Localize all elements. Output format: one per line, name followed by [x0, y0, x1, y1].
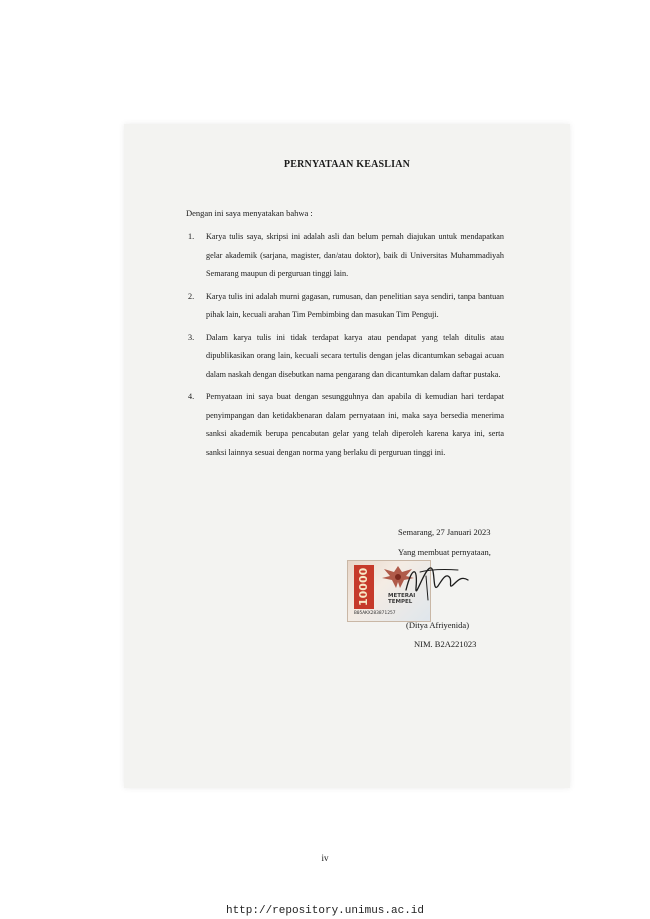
statement-item	[184, 388, 504, 462]
statement-list	[184, 228, 504, 466]
stamp-value: 10000	[354, 565, 374, 609]
statement-number: 2.	[188, 291, 195, 301]
made-by-label: Yang membuat pernyataan,	[398, 547, 491, 557]
stamp-serial: B05AKX283871257	[354, 611, 396, 616]
signature	[402, 560, 474, 604]
signer-nim: NIM. B2A221023	[414, 639, 477, 649]
statement-number: 4.	[188, 392, 195, 401]
statement-item	[184, 329, 504, 385]
stamp-label: METERAI	[388, 593, 416, 599]
page-number: iv	[321, 853, 329, 863]
statement-number: 3.	[188, 332, 195, 342]
statement-text: Pernyataan ini saya buat dengan sesungguhnya dan apabila di kemudian hari terdapat penyimpangan dan ketidakbenaran dalam pernyataan ini, maka saya bersedia menerima sanksi akademik berupa pencabutan gelar yang telah diperoleh karena karya ini, serta sanksi lainnya sesuai dengan norma yang berlaku di perguruan tinggi ini.	[206, 392, 504, 457]
statement-text: Karya tulis saya, skripsi ini adalah asli dan belum pernah diajukan untuk mendapatkan gelar akademik (sarjana, magister, dan/atau doktor), baik di Universitas Muhammadiyah Semarang maupun di perguruan tinggi lain.	[206, 232, 504, 278]
scanned-page	[124, 124, 570, 788]
repository-url[interactable]: http://repository.unimus.ac.id	[225, 905, 425, 917]
place-date: Semarang, 27 Januari 2023	[398, 527, 491, 537]
statement-number: 1.	[188, 232, 195, 241]
statement-text: Karya tulis ini adalah murni gagasan, rumusan, dan penelitian saya sendiri, tanpa bantuan pihak lain, kecuali arahan Tim Pembimbing dan masukan Tim Penguji.	[206, 291, 504, 319]
statement-text: Dalam karya tulis ini tidak terdapat karya atau pendapat yang telah ditulis atau dipublikasikan orang lain, kecuali secara tertulis dengan jelas dicantumkan sebagai acuan dalam naskah dengan disebutkan nama pengarang dan dicantumkan dalam daftar pustaka.	[206, 332, 504, 379]
statement-item	[184, 288, 504, 325]
statement-item	[184, 228, 504, 284]
signer-name: (Ditya Afriyenida)	[406, 620, 470, 630]
stamp-label: TEMPEL	[388, 599, 413, 605]
document-title: PERNYATAAN KEASLIAN	[283, 159, 411, 170]
intro-text: Dengan ini saya menyatakan bahwa :	[186, 208, 313, 218]
